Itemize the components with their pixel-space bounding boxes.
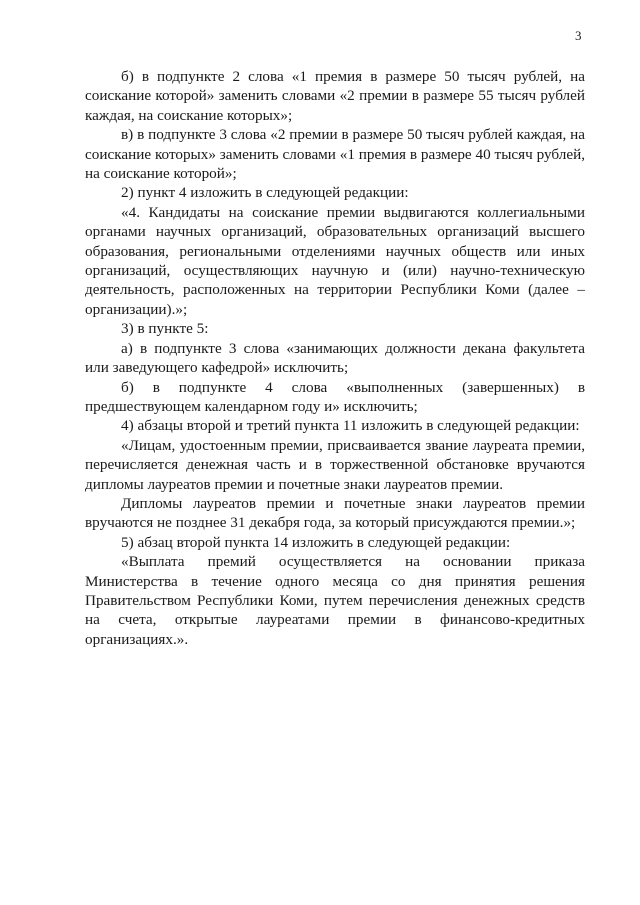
paragraph-item-4-text: «4. Кандидаты на соискание премии выдвигаются коллегиальными органами научных организаций, образовательных организаций высшего образования, региональными отделениями научных обществ или иных организаций, осуществляющих научную и (или) научно-техническую деятельность, расположенных на территории Республики Коми (далее – организации).»; [85, 203, 585, 318]
paragraph-item-11-second: «Лицам, удостоенным премии, присваивается звание лауреата премии, перечисляется денежная часть и в торжественной обстановке вручаются дипломы лауреатов премии и почетные знаки лауреатов премии. [85, 436, 585, 493]
paragraph-item-11-third: Дипломы лауреатов премии и почетные знаки лауреатов премии вручаются не позднее 31 декабря года, за который присуждаются премии.»; [85, 494, 585, 532]
paragraph-item-3-intro: 3) в пункте 5: [121, 320, 209, 338]
paragraph-item-2-intro: 2) пункт 4 изложить в следующей редакции: [121, 184, 409, 202]
paragraph-item-5-intro: 5) абзац второй пункта 14 изложить в следующей редакции: [121, 533, 511, 551]
paragraph-item-3-a: а) в подпункте 3 слова «занимающих должности декана факультета или заведующего кафедрой» исключить; [85, 339, 585, 377]
paragraph-amendment-v-subitem-3: в) в подпункте 3 слова «2 премии в размере 50 тысяч рублей каждая, на соискание которых» заменить словами «1 премия в размере 40 тысяч рублей, на соискание которой»; [85, 126, 585, 183]
document-body [85, 67, 585, 649]
paragraph-item-14-text: «Выплата премий осуществляется на основании приказа Министерства в течение одного месяца со дня принятия решения Правительством Республики Коми, путем перечисления денежных средств на счета, открытые лауреатами премии в финансово-кредитных организациях.». [85, 553, 585, 648]
paragraph-item-4-intro: 4) абзацы второй и третий пункта 11 изложить в следующей редакции: [121, 417, 580, 435]
page-number: 3 [575, 28, 582, 43]
paragraph-item-3-b: б) в подпункте 4 слова «выполненных (завершенных) в предшествующем календарном году и» исключить; [85, 378, 585, 415]
paragraph-amendment-b-subitem-2: б) в подпункте 2 слова «1 премия в размере 50 тысяч рублей, на соискание которой» заменить словами «2 премии в размере 55 тысяч рублей каждая, на соискание которых»; [85, 68, 585, 124]
